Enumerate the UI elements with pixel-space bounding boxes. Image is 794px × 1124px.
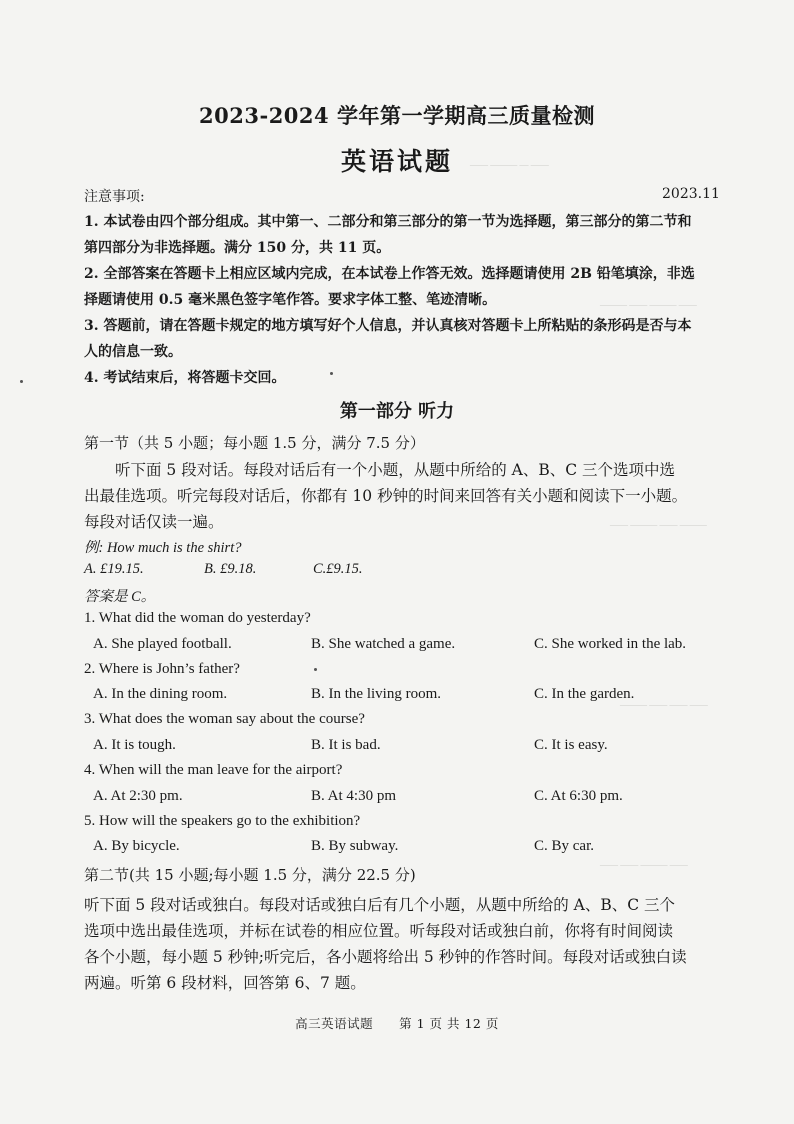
scan-speck [20, 380, 23, 383]
question-1: 1. What did the woman do yesterday? [84, 610, 311, 626]
question-3-option-b: B. It is bad. [311, 737, 381, 753]
question-3-option-c: C. It is easy. [534, 737, 608, 753]
question-3: 3. What does the woman say about the course? [84, 711, 365, 727]
question-4-option-a: A. At 2:30 pm. [93, 788, 183, 804]
question-1-option-b: B. She watched a game. [311, 636, 456, 652]
notice-line: 人的信息一致。 [84, 344, 182, 360]
example-option-b: B. £9.18. [204, 561, 257, 577]
question-2-option-b: B. In the living room. [311, 686, 441, 702]
exam-subtitle: 英语试题 [340, 147, 453, 176]
part1-heading: 第一节（共 5 小题；每小题 1.5 分，满分 7.5 分） [84, 434, 425, 452]
question-1-option-c: C. She worked in the lab. [534, 636, 687, 652]
question-5-option-b: B. By subway. [311, 838, 399, 854]
bleed-through-text: —— ——— —— ——— [610, 520, 707, 530]
part1-instruction: 出最佳选项。听完每段对话后，你都有 10 秒钟的时间来回答有关小题和阅读下一小题。 [84, 487, 688, 505]
notice-label: 注意事项: [84, 189, 145, 205]
part1-instruction: 听下面 5 段对话。每段对话后有一个小题，从题中所给的 A、B、C 三个选项中选 [84, 461, 676, 479]
part1-instruction: 每段对话仅读一遍。 [84, 513, 224, 531]
question-3-option-a: A. It is tough. [93, 737, 176, 753]
question-4: 4. When will the man leave for the airport? [84, 762, 343, 778]
notice-line: 4. 考试结束后，将答题卡交回。 [84, 370, 286, 386]
scan-speck [330, 372, 333, 375]
exam-date: 2023.11 [662, 186, 720, 202]
question-5: 5. How will the speakers go to the exhibition? [84, 813, 361, 829]
question-5-option-c: C. By car. [534, 838, 594, 854]
bleed-through-text: ——— —— —— —— [620, 700, 708, 710]
example-option-c: C.£9.15. [313, 561, 363, 577]
part2-heading: 第二节(共 15 小题;每小题 1.5 分，满分 22.5 分) [84, 866, 416, 884]
bleed-through-text: ——— —— ——— —— [600, 300, 697, 310]
example-option-a: A. £19.15. [84, 561, 144, 577]
notice-line: 3. 答题前，请在答题卡规定的地方填写好个人信息，并认真核对答题卡上所粘贴的条形码是否与本 [84, 318, 692, 334]
scan-speck [314, 668, 317, 671]
question-2-option-c: C. In the garden. [534, 686, 635, 702]
bleed-through-text: —— —— ——— —— [600, 860, 688, 870]
question-1-option-a: A. She played football. [93, 636, 232, 652]
notice-line: 第四部分为非选择题。满分 150 分，共 11 页。 [84, 240, 391, 256]
part2-instruction: 各个小题，每小题 5 秒钟;听完后，各小题将给出 5 秒钟的作答时间。每段对话或独白读 [84, 948, 687, 966]
notice-line: 择题请使用 0.5 毫米黑色签字笔作答。要求字体工整、笔迹清晰。 [84, 292, 497, 308]
notice-line: 1. 本试卷由四个部分组成。其中第一、二部分和第三部分的第一节为选择题，第三部分的第二节和 [84, 214, 692, 230]
section-heading-listening: 第一部分 听力 [339, 401, 455, 422]
question-4-option-b: B. At 4:30 pm [311, 788, 397, 804]
part2-instruction: 两遍。听第 6 段材料，回答第 6、7 题。 [84, 974, 366, 992]
question-2-option-a: A. In the dining room. [93, 686, 228, 702]
part2-instruction: 选项中选出最佳选项，并标在试卷的相应位置。听每段对话或独白前，你将有时间阅读 [84, 922, 674, 940]
exam-title: 2023-2024 学年第一学期高三质量检测 [199, 103, 595, 128]
question-4-option-c: C. At 6:30 pm. [534, 788, 623, 804]
notice-line: 2. 全部答案在答题卡上相应区域内完成，在本试卷上作答无效。选择题请使用 2B 铅笔填涂，非选 [84, 266, 695, 282]
question-5-option-a: A. By bicycle. [93, 838, 180, 854]
bleed-through-text: —— ——— — —— [470, 160, 549, 170]
example-question: 例: How much is the shirt? [84, 540, 242, 556]
part2-instruction: 听下面 5 段对话或独白。每段对话或独白后有几个小题，从题中所给的 A、B、C 三个 [84, 896, 676, 914]
page-footer: 高三英语试题 第 1 页 共 12 页 [295, 1016, 499, 1031]
question-2: 2. Where is John’s father? [84, 661, 240, 677]
example-answer: 答案是 C。 [84, 589, 156, 605]
